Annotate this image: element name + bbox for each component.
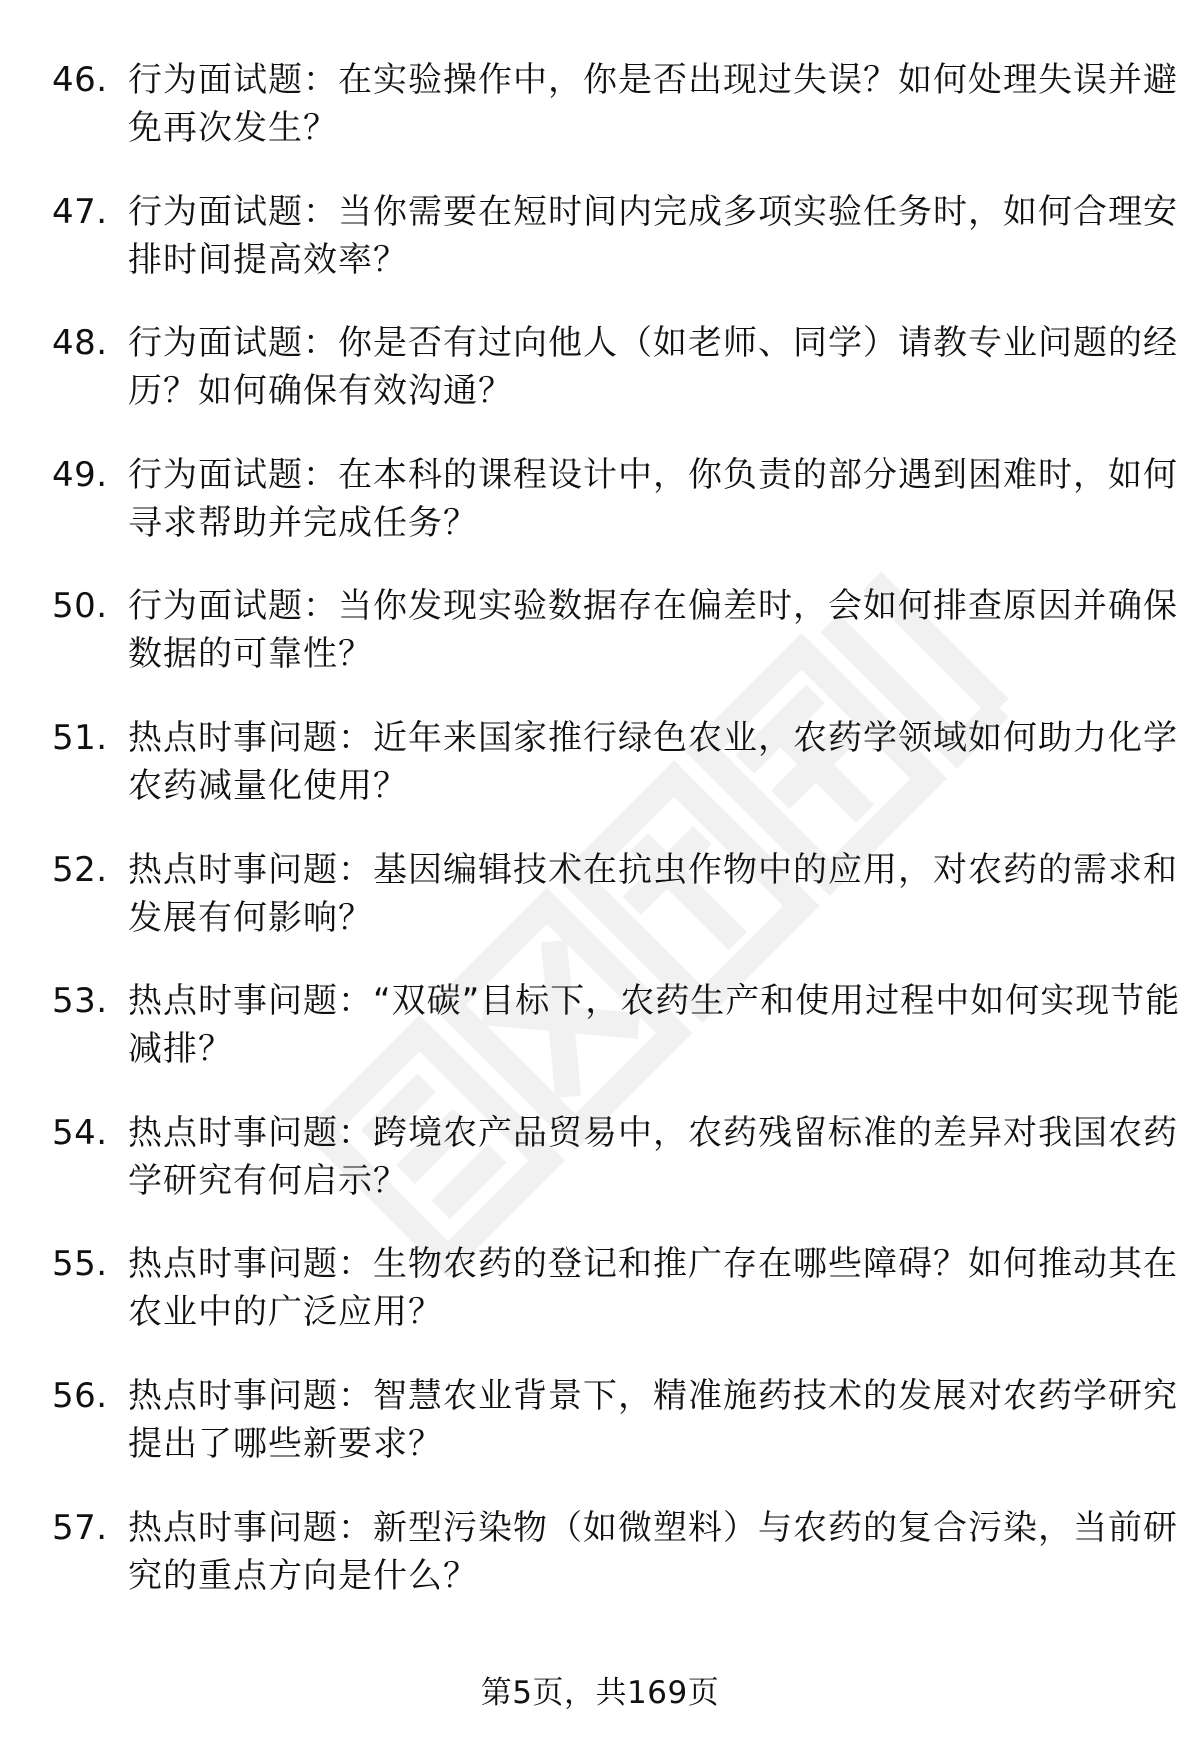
question-number: 49. <box>52 454 108 495</box>
question-text: 热点时事问题：生物农药的登记和推广存在哪些障碍？如何推动其在农业中的广泛应用？ <box>128 1244 1178 1333</box>
question-item <box>52 1372 1178 1504</box>
question-text: 行为面试题：在实验操作中，你是否出现过失误？如何处理失误并避免再次发生？ <box>128 60 1178 148</box>
page-footer: 第5页，共169页 <box>480 1675 720 1711</box>
question-number: 52. <box>52 849 108 890</box>
question-list <box>52 56 1181 1635</box>
question-number: 55. <box>52 1244 108 1285</box>
question-text: 热点时事问题：“双碳”目标下，农药生产和使用过程中如何实现节能减排？ <box>128 981 1181 1070</box>
question-number: 57. <box>52 1507 108 1548</box>
question-item <box>52 714 1178 846</box>
question-text: 热点时事问题：跨境农产品贸易中，农药残留标准的差异对我国农药学研究有何启示？ <box>128 1112 1178 1201</box>
question-number: 50. <box>52 586 108 627</box>
question-item <box>52 188 1178 320</box>
question-item <box>52 1504 1178 1636</box>
question-number: 48. <box>52 323 108 364</box>
question-text: 行为面试题：当你需要在短时间内完成多项实验任务时，如何合理安排时间提高效率？ <box>128 191 1178 280</box>
question-text: 行为面试题：你是否有过向他人（如老师、同学）请教专业问题的经历？如何确保有效沟通？ <box>128 323 1178 412</box>
question-number: 53. <box>52 981 108 1022</box>
question-number: 46. <box>52 60 108 100</box>
question-number: 56. <box>52 1375 108 1416</box>
question-text: 热点时事问题：近年来国家推行绿色农业，农药学领域如何助力化学农药减量化使用？ <box>128 717 1178 806</box>
question-number: 51. <box>52 717 108 758</box>
question-item <box>52 582 1178 714</box>
question-text: 热点时事问题：基因编辑技术在抗虫作物中的应用，对农药的需求和发展有何影响？ <box>128 849 1178 938</box>
question-item <box>52 977 1181 1109</box>
question-text: 热点时事问题：智慧农业背景下，精准施药技术的发展对农药学研究提出了哪些新要求？ <box>128 1375 1178 1464</box>
question-item <box>52 56 1178 188</box>
question-item <box>52 451 1178 583</box>
question-number: 47. <box>52 191 108 232</box>
question-text: 行为面试题：在本科的课程设计中，你负责的部分遇到困难时，如何寻求帮助并完成任务？ <box>128 454 1178 543</box>
question-item <box>52 1109 1178 1241</box>
question-item <box>52 846 1178 978</box>
question-item <box>52 1240 1178 1372</box>
question-number: 54. <box>52 1112 108 1153</box>
question-text: 行为面试题：当你发现实验数据存在偏差时，会如何排查原因并确保数据的可靠性？ <box>128 586 1178 675</box>
question-text: 热点时事问题：新型污染物（如微塑料）与农药的复合污染，当前研究的重点方向是什么？ <box>128 1507 1178 1596</box>
question-item <box>52 319 1178 451</box>
